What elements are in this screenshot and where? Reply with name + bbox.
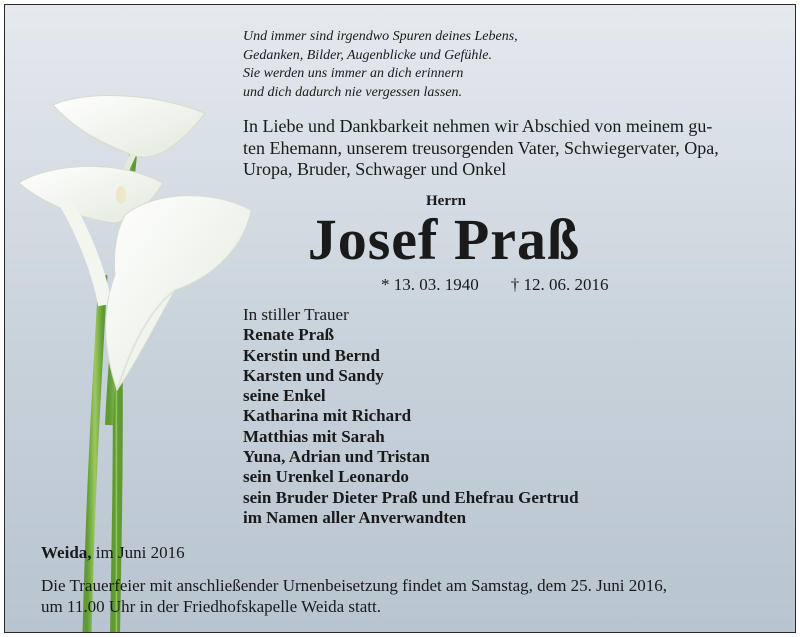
obituary-notice <box>4 4 796 633</box>
poem-line: Sie werden uns immer an dich erinnern <box>243 66 464 81</box>
farewell-line: In Liebe und Dankbarkeit nehmen wir Abschied von meinem gu- <box>243 116 713 136</box>
poem-line: Und immer sind irgendwo Spuren deines Lebens, <box>243 29 518 44</box>
mourners-list <box>243 305 763 528</box>
funeral-info <box>41 575 791 617</box>
farewell-line: ten Ehemann, unserem treusorgenden Vater, Schwiegervater, Opa, <box>243 137 719 158</box>
mourner-line: Renate Praß <box>243 325 335 345</box>
mourner-line: sein Bruder Dieter Praß und Ehefrau Gertrud <box>243 487 579 507</box>
mourner-line: Matthias mit Sarah <box>243 426 385 446</box>
farewell-text <box>243 116 773 181</box>
life-dates <box>381 275 681 295</box>
poem-line: Gedanken, Bilder, Augenblicke und Gefühle. <box>243 47 492 63</box>
mourner-line: sein Urenkel Leonardo <box>243 467 409 487</box>
mourner-line: Katharina mit Richard <box>243 406 412 426</box>
mourner-line: im Namen aller Anverwandten <box>243 507 467 527</box>
farewell-line: Uropa, Bruder, Schwager und Onkel <box>243 159 507 179</box>
poem-line: und dich dadurch nie vergessen lassen. <box>243 84 463 100</box>
town: Weida, <box>41 543 92 562</box>
poem <box>243 28 763 102</box>
deceased-name: Josef Praß <box>307 207 581 272</box>
mourner-line: seine Enkel <box>243 386 326 406</box>
funeral-line: um 11.00 Uhr in der Friedhofskapelle Weida statt. <box>41 597 381 616</box>
mourner-line: Kerstin und Bernd <box>243 345 380 365</box>
mourners-heading: In stiller Trauer <box>243 305 349 324</box>
death-date: † 12. 06. 2016 <box>510 275 609 294</box>
birth-date: * 13. 03. 1940 <box>381 275 479 294</box>
mourner-line: Karsten und Sandy <box>243 365 384 385</box>
place-and-date <box>41 543 441 563</box>
mourner-line: Yuna, Adrian und Tristan <box>243 447 430 467</box>
funeral-line: Die Trauerfeier mit anschließender Urnenbeisetzung findet am Samstag, dem 25. Juni 2016, <box>41 576 668 595</box>
salutation: Herrn <box>426 193 466 209</box>
notice-date: im Juni 2016 <box>91 543 185 562</box>
calla-lily-icon <box>5 5 265 633</box>
